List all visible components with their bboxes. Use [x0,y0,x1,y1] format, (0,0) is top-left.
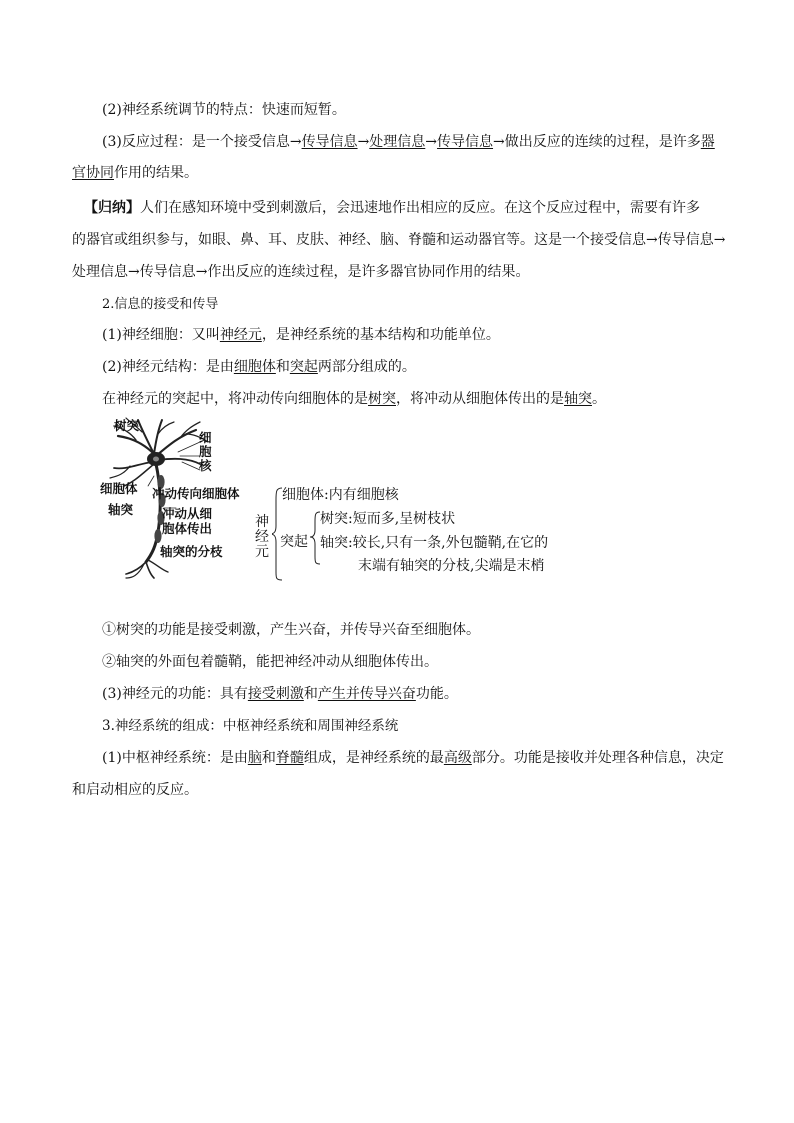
text-line [102,132,715,152]
root-char-2: 经 [255,529,269,545]
summary-paragraph-line [72,262,529,282]
text: (3)神经元的功能：具有 [102,686,248,702]
text: 2.信息的接受和传导 [102,297,219,312]
text: 和启动相应的反应。 [72,782,198,798]
summary-dendrite: 树突:短而多,呈树枝状 [320,511,456,527]
summary-tag: 【归纳】 [84,200,140,216]
label-axon-branch: 轴突的分枝 [160,544,223,559]
text: 部分。功能是接收并处理各种信息，决定 [471,750,724,766]
text: 处理信息→传导信息→作出反应的连续过程，是许多器官协同作用的结果。 [72,264,530,280]
text: ①树突的功能是接受刺激，产生兴奋，并传导兴奋至细胞体。 [102,622,480,638]
text-line [102,100,346,120]
text: 的器官或组织参与，如眼、鼻、耳、皮肤、神经、脑、脊髓和运动器官等。这是一个接受信息→传导信息→ [72,232,726,248]
label-impulse-away-1: 冲动从细 [162,506,213,521]
label-impulse-away-2: 胞体传出 [162,521,213,536]
answer-underlined: 树突 [368,391,396,407]
answer-underlined: 高级 [443,750,472,766]
text: (1)中枢神经系统：是由 [102,750,248,766]
answer-underlined: 轴突 [564,391,592,407]
text: 组成，是神经系统的最 [303,750,444,766]
root-char-3: 元 [255,544,269,560]
label-nucleus-2: 胞 [199,444,212,459]
text: →做出反应的连续的过程，是许多 [493,134,701,150]
text: (3)反应过程：是一个接受信息→ [102,134,302,150]
section-heading [102,295,218,315]
text: (1)神经细胞：又叫 [102,327,220,343]
label-nucleus-1: 细 [199,430,212,445]
label-cell-body: 细胞体 [100,481,138,496]
label-impulse-toward: 冲动传向细胞体 [152,486,240,501]
text-line [102,652,438,672]
summary-axon-cont: 末端有轴突的分枝,尖端是末梢 [358,558,545,574]
text: 和 [261,750,276,766]
answer-underlined: 官协同 [72,165,114,181]
label-nucleus-3: 核 [199,458,212,473]
text: 。 [592,391,606,407]
text: 功能。 [415,686,458,702]
answer-underlined: 细胞体 [233,359,276,375]
answer-underlined: 产生并传导兴奋 [317,686,416,702]
text: 人们在感知环境中受到刺激后，会迅速地作出相应的反应。在这个反应过程中，需要有许多 [140,200,700,216]
text: 作用的结果。 [114,165,198,181]
text-line [72,780,198,800]
text: ②轴突的外面包着髓鞘，能把神经冲动从细胞体传出。 [102,654,438,670]
answer-underlined: 传导信息 [437,134,494,150]
text: (2)神经系统调节的特点：快速而短暂。 [102,102,346,118]
answer-underlined: 突起 [289,359,318,375]
answer-underlined: 处理信息 [369,134,426,150]
summary-process: 突起 [280,534,308,550]
text: 3.神经系统的组成：中枢神经系统和周围神经系统 [102,718,399,734]
text: (2)神经元结构：是由 [102,359,234,375]
root-char-1: 神 [255,514,269,530]
neuron-figure [96,412,606,580]
text: 两部分组成的。 [317,359,416,375]
summary-paragraph-line [72,230,725,250]
summary-axon: 轴突:较长,只有一条,外包髓鞘,在它的 [320,535,549,551]
text: → [425,134,438,150]
text: 在神经元的突起中，将冲动传向细胞体的是 [102,391,368,407]
answer-underlined: 脊髓 [275,750,304,766]
text-line [102,389,606,409]
summary-cell-body: 细胞体:内有细胞核 [282,487,399,503]
summary-paragraph-line [84,198,700,218]
text-line [102,620,480,640]
answer-underlined: 神经元 [219,327,262,343]
section-heading [102,716,398,736]
text-line [102,357,416,377]
answer-underlined: 传导信息 [301,134,358,150]
label-axon: 轴突 [108,502,134,517]
answer-underlined: 接受刺激 [247,686,304,702]
text: 和 [303,686,318,702]
answer-underlined: 器 [700,134,715,150]
text: → [357,134,370,150]
answer-underlined: 脑 [247,750,262,766]
text: ，将冲动从细胞体传出的是 [396,391,564,407]
label-dendrite: 树突 [114,418,140,433]
text-line [102,684,458,704]
text-line [102,325,500,345]
text: 和 [275,359,290,375]
text-line [102,748,724,768]
text-line [72,163,198,183]
text: ，是神经系统的基本结构和功能单位。 [261,327,500,343]
